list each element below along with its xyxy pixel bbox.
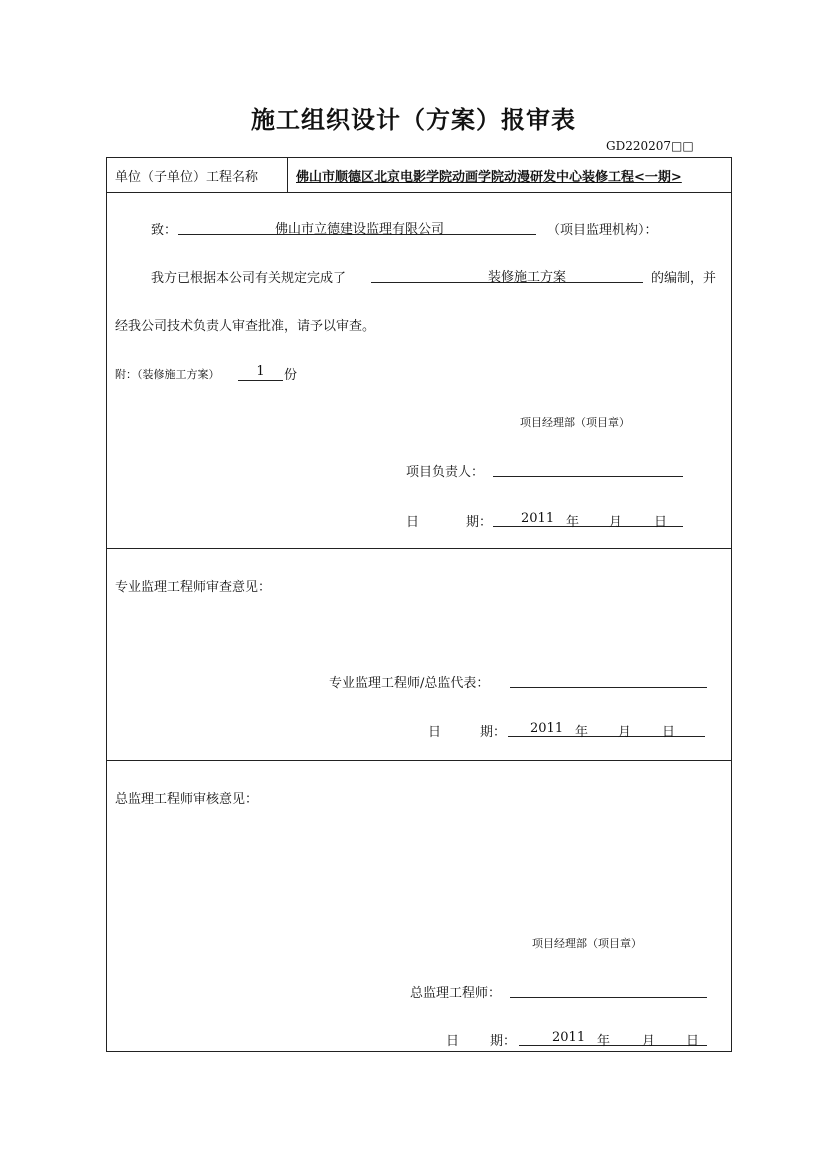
form-table — [106, 157, 732, 1052]
date-day-unit: 日 — [686, 1034, 700, 1049]
date-label-day: 日 — [446, 1034, 460, 1049]
date-underline — [508, 736, 705, 737]
submission-line1-prefix: 我方已根据本公司有关规定完成了 — [151, 271, 347, 286]
chief-signer-label: 总监理工程师： — [410, 986, 502, 1001]
date-label-period: 期： — [490, 1034, 517, 1049]
project-stamp: 项目经理部（项目章） — [532, 937, 642, 950]
to-org: 佛山市立德建设监理有限公司 — [275, 222, 445, 237]
attachment-count-underline — [238, 380, 283, 381]
date-year: 2011 — [530, 721, 564, 736]
engineer-review-heading: 专业监理工程师审查意见： — [115, 580, 272, 595]
chief-signature-line — [510, 997, 707, 998]
date-year-unit: 年 — [597, 1034, 611, 1049]
engineer-signer-label: 专业监理工程师/总监代表： — [329, 676, 490, 691]
plan-name: 装修施工方案 — [488, 270, 567, 285]
project-name-label: 单位（子单位）工程名称 — [115, 170, 259, 185]
submission-line1-suffix: 的编制，并 — [651, 271, 717, 286]
attachment-count: 1 — [256, 364, 265, 379]
date-label-period: 期： — [466, 515, 493, 530]
date-year: 2011 — [521, 511, 555, 526]
date-month-unit: 月 — [609, 515, 623, 530]
page-title: 施工组织设计（方案）报审表 — [251, 105, 576, 134]
form-code: GD220207□□ — [606, 139, 694, 153]
attachment-suffix: 份 — [284, 368, 298, 383]
date-day-unit: 日 — [654, 515, 668, 530]
date-label-period: 期： — [480, 725, 507, 740]
submission-line2: 经我公司技术负责人审查批准，请予以审查。 — [115, 319, 376, 334]
date-year: 2011 — [552, 1030, 586, 1045]
row-divider — [106, 760, 732, 761]
engineer-signature-line — [510, 687, 707, 688]
date-year-unit: 年 — [575, 725, 589, 740]
row-divider — [106, 548, 732, 549]
project-manager-signature-line — [493, 476, 683, 477]
row-divider — [106, 192, 732, 193]
chief-review-heading: 总监理工程师审核意见： — [115, 792, 259, 807]
date-month-unit: 月 — [642, 1034, 656, 1049]
date-day-unit: 日 — [662, 725, 676, 740]
to-prefix: 致： — [151, 223, 178, 238]
date-year-unit: 年 — [566, 515, 580, 530]
project-stamp: 项目经理部（项目章） — [520, 416, 630, 429]
project-name-value: 佛山市顺德区北京电影学院动画学院动漫研发中心装修工程<一期> — [296, 170, 682, 185]
attachment-prefix: 附：（装修施工方案） — [115, 368, 220, 381]
date-underline — [519, 1045, 707, 1046]
date-month-unit: 月 — [618, 725, 632, 740]
to-suffix: （项目监理机构）： — [547, 223, 658, 238]
column-divider — [287, 157, 288, 193]
date-label-day: 日 — [406, 515, 420, 530]
date-label-day: 日 — [428, 725, 442, 740]
project-manager-label: 项目负责人： — [406, 465, 485, 480]
